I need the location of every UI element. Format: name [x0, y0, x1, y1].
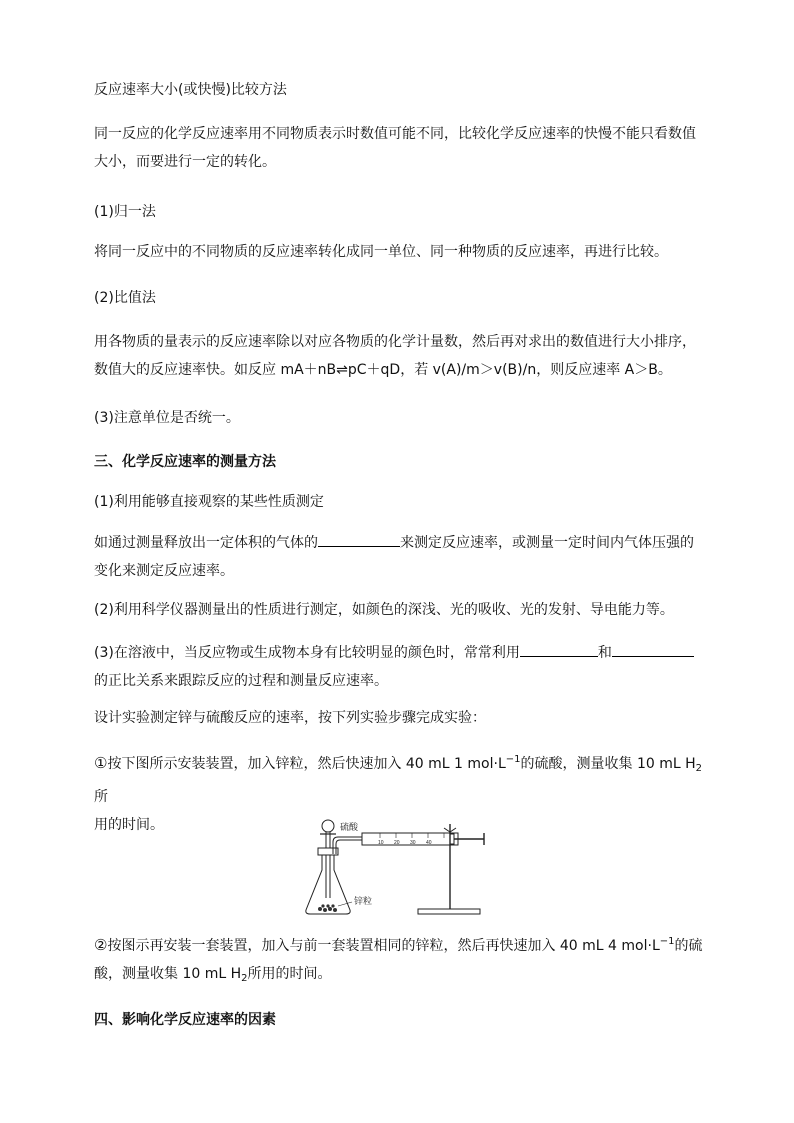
label-leader	[338, 902, 352, 906]
step-number: ①	[94, 754, 108, 772]
text-line	[94, 528, 706, 557]
flask-stopper	[318, 848, 338, 855]
para-ratio-body	[94, 328, 706, 384]
svg-text:10: 10	[378, 840, 384, 846]
text-segment: 来测定反应速率，或测量一定时间内气体压强的	[400, 535, 694, 551]
svg-text:20: 20	[394, 840, 400, 846]
zinc-granules	[318, 904, 337, 912]
text-segment: 的硫酸，测量收集 10 mL H	[520, 756, 696, 772]
text-line: 变化来测定反应速率。	[94, 563, 234, 579]
text-line: 用的时间。	[94, 817, 164, 833]
delivery-tube	[336, 840, 362, 854]
text-line	[94, 960, 706, 993]
text-segment: 按图示再安装一套装置，加入与前一套装置相同的锌粒，然后再快速加入 40 mL 4 mol·L	[107, 938, 660, 954]
para-normalization-body: 将同一反应中的不同物质的反应速率转化成同一单位、同一种物质的反应速率，再进行比较。	[94, 244, 668, 260]
para-gas-volume	[94, 528, 706, 585]
para-experiment-intro: 设计实验测定锌与硫酸反应的速率，按下列实验步骤完成实验：	[94, 710, 486, 726]
subscript: 2	[241, 973, 248, 984]
text-line	[94, 928, 706, 960]
para-step-2	[94, 928, 706, 993]
para-color-method	[94, 638, 706, 695]
para-rate-comparison-intro	[94, 120, 706, 176]
text-segment: 如通过测量释放出一定体积的气体的	[94, 535, 318, 551]
superscript: −1	[659, 936, 675, 947]
section-heading-factors: 四、影响化学反应速率的因素	[94, 1012, 276, 1028]
text-segment: 的硫	[674, 938, 703, 954]
fill-blank[interactable]	[318, 528, 400, 547]
text-segment: 按下图所示安装装置，加入锌粒，然后快速加入 40 mL 1 mol·L	[107, 756, 506, 772]
fill-blank[interactable]	[520, 638, 598, 657]
label-sulfuric-acid: 硫酸	[340, 823, 359, 833]
text-line	[94, 746, 706, 811]
superscript: −1	[505, 754, 521, 765]
text-line: 用各物质的量表示的反应速率除以对应各物质的化学计量数，然后再对求出的数值进行大小排序，	[94, 334, 696, 350]
stand-base	[418, 909, 480, 914]
fill-blank[interactable]	[612, 638, 694, 657]
text-line: 大小，而要进行一定的转化。	[94, 154, 276, 170]
svg-text:30: 30	[410, 840, 416, 846]
para-rate-comparison-title: 反应速率大小(或快慢)比较方法	[94, 82, 287, 98]
funnel-bulb	[322, 820, 334, 832]
para-normalization-heading: (1)归一法	[94, 204, 156, 220]
text-line	[94, 638, 706, 667]
section-heading-measurement: 三、化学反应速率的测量方法	[94, 454, 276, 470]
text-line: 同一反应的化学反应速率用不同物质表示时数值可能不同，比较化学反应速率的快慢不能只看数值	[94, 126, 696, 142]
apparatus-diagram	[300, 818, 490, 918]
para-ratio-heading: (2)比值法	[94, 290, 156, 306]
subscript: 2	[695, 763, 703, 774]
para-observe-method: (1)利用能够直接观察的某些性质测定	[94, 494, 324, 510]
text-line: 的正比关系来跟踪反应的过程和测量反应速率。	[94, 673, 388, 689]
text-segment: 所用的时间。	[247, 966, 332, 982]
label-zinc: 锌粒	[354, 897, 373, 907]
text-segment: (3)在溶液中，当反应物或生成物本身有比较明显的颜色时，常常利用	[94, 645, 520, 661]
text-line: 数值大的反应速率快。如反应 mA＋nB⇌pC＋qD，若 v(A)/m＞v(B)/n，则反应速率 A＞B。	[94, 362, 672, 378]
text-segment: 酸，测量收集 10 mL H	[94, 966, 242, 982]
text-segment: 所	[94, 789, 108, 805]
svg-text:40: 40	[426, 840, 432, 846]
step-number: ②	[94, 936, 108, 954]
text-segment: 和	[597, 645, 612, 661]
apparatus-figure	[300, 818, 490, 918]
para-instrument-method: (2)利用科学仪器测量出的性质进行测定，如颜色的深浅、光的吸收、光的发射、导电能力等。	[94, 602, 674, 618]
para-unit-note: (3)注意单位是否统一。	[94, 410, 240, 426]
